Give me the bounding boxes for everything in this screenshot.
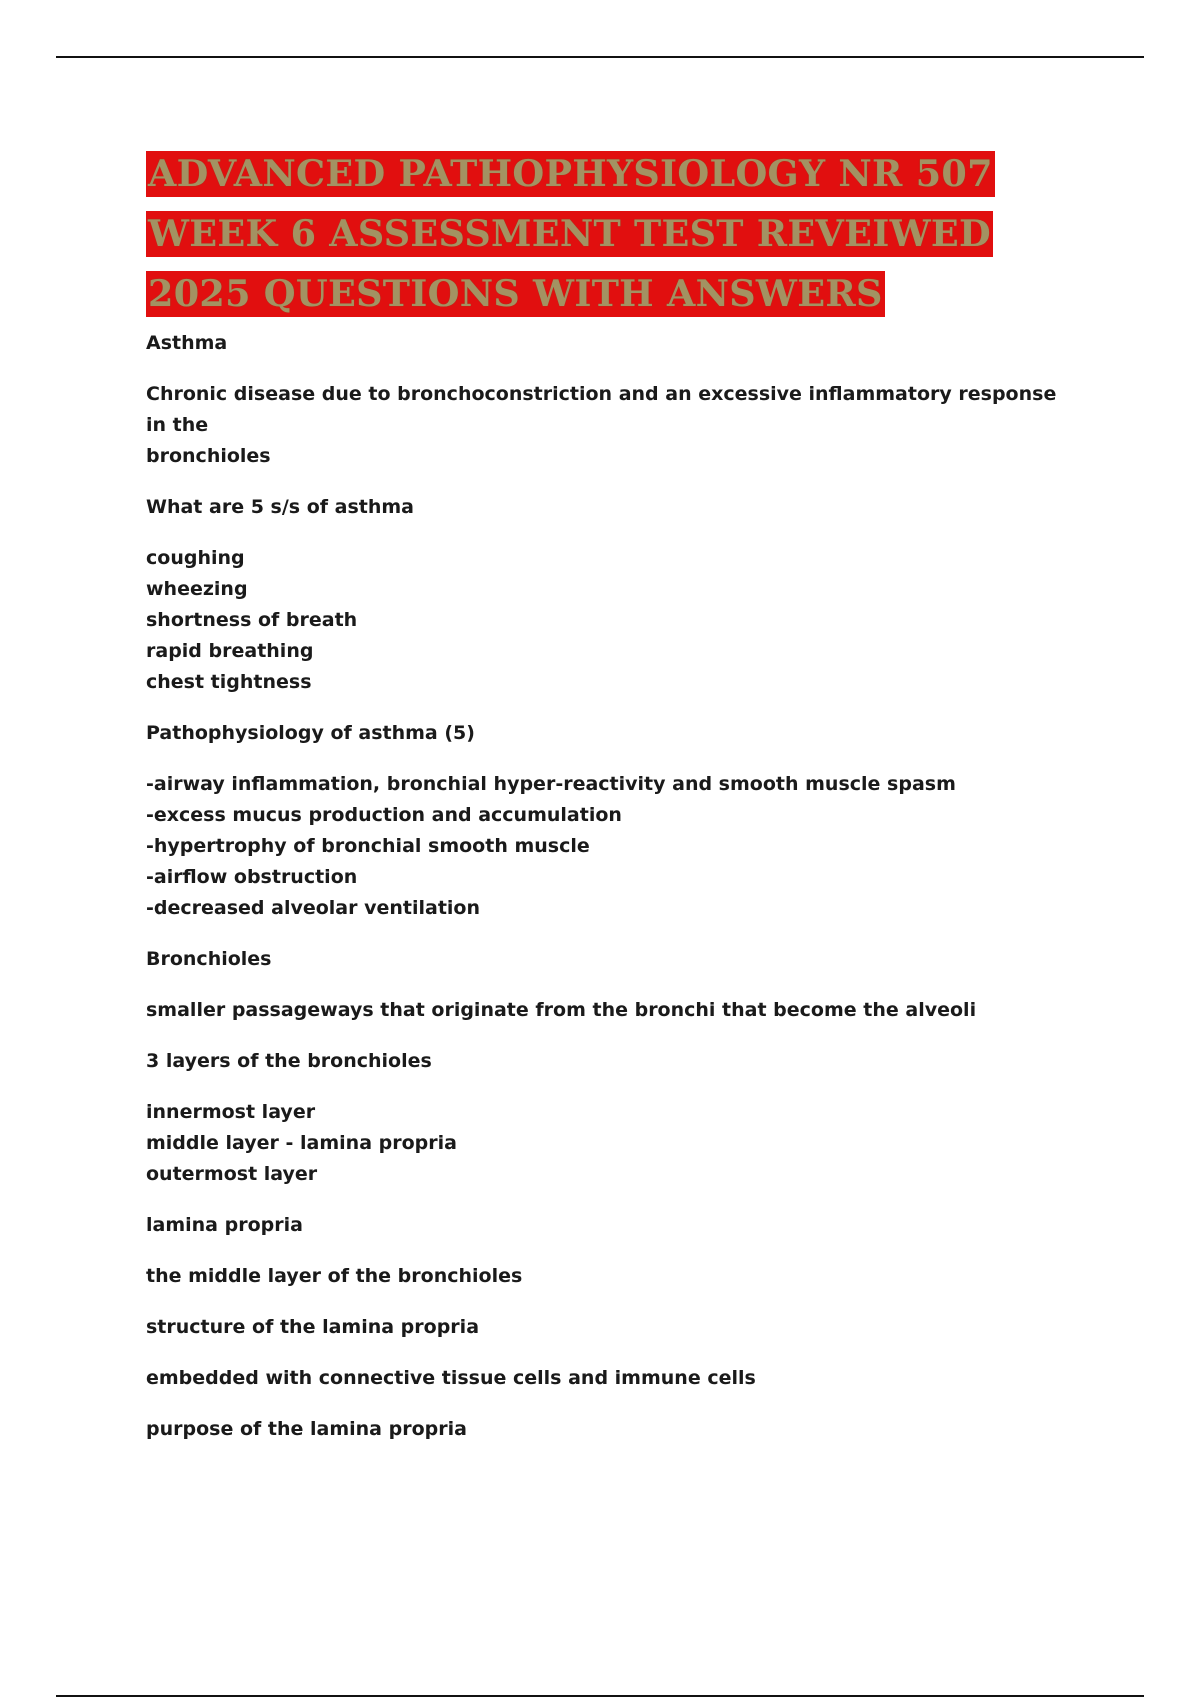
text-line: Chronic disease due to bronchoconstriction and an excessive inflammatory response in the [146, 383, 1057, 436]
definition [146, 995, 1076, 1026]
text-line: -airflow obstruction [146, 866, 358, 888]
text-line: rapid breathing [146, 640, 314, 662]
text-line: -excess mucus production and accumulation [146, 804, 622, 826]
text-line: structure of the lamina propria [146, 1316, 480, 1338]
text-line: -airway inflammation, bronchial hyper-reactivity and smooth muscle spasm [146, 773, 956, 795]
term [146, 944, 1076, 975]
term [146, 1414, 1076, 1445]
top-rule [56, 56, 1144, 58]
text-line: Pathophysiology of asthma (5) [146, 722, 475, 744]
text-line: outermost layer [146, 1163, 318, 1185]
definition [146, 1097, 1076, 1190]
text-line: Asthma [146, 332, 228, 354]
term [146, 718, 1076, 749]
text-line: 3 layers of the bronchioles [146, 1050, 432, 1072]
title-line: 2025 QUESTIONS WITH ANSWERS [148, 272, 883, 315]
term [146, 492, 1076, 523]
text-line: Bronchioles [146, 948, 272, 970]
text-line: bronchioles [146, 445, 271, 467]
document-title [146, 146, 1066, 326]
text-line: smaller passageways that originate from the bronchi that become the alveoli [146, 999, 977, 1021]
definition [146, 1363, 1076, 1394]
text-line: chest tightness [146, 671, 312, 693]
term [146, 1312, 1076, 1343]
text-line: shortness of breath [146, 609, 358, 631]
text-line: -hypertrophy of bronchial smooth muscle [146, 835, 590, 857]
term [146, 328, 1076, 359]
term [146, 1210, 1076, 1241]
definition [146, 543, 1076, 698]
text-line: innermost layer [146, 1101, 316, 1123]
text-line: coughing [146, 547, 245, 569]
definition [146, 379, 1076, 472]
text-line: middle layer - lamina propria [146, 1132, 457, 1154]
bottom-rule [56, 1695, 1144, 1697]
title-line: ADVANCED PATHOPHYSIOLOGY NR 507 [148, 152, 993, 195]
text-line: -decreased alveolar ventilation [146, 897, 481, 919]
text-line: wheezing [146, 578, 248, 600]
text-line: embedded with connective tissue cells and immune cells [146, 1367, 756, 1389]
document-body [146, 328, 1076, 1465]
title-line: WEEK 6 ASSESSMENT TEST REVEIWED [148, 212, 991, 255]
text-line: the middle layer of the bronchioles [146, 1265, 523, 1287]
text-line: lamina propria [146, 1214, 303, 1236]
text-line: purpose of the lamina propria [146, 1418, 467, 1440]
definition [146, 1261, 1076, 1292]
definition [146, 769, 1076, 924]
term [146, 1046, 1076, 1077]
text-line: What are 5 s/s of asthma [146, 496, 414, 518]
